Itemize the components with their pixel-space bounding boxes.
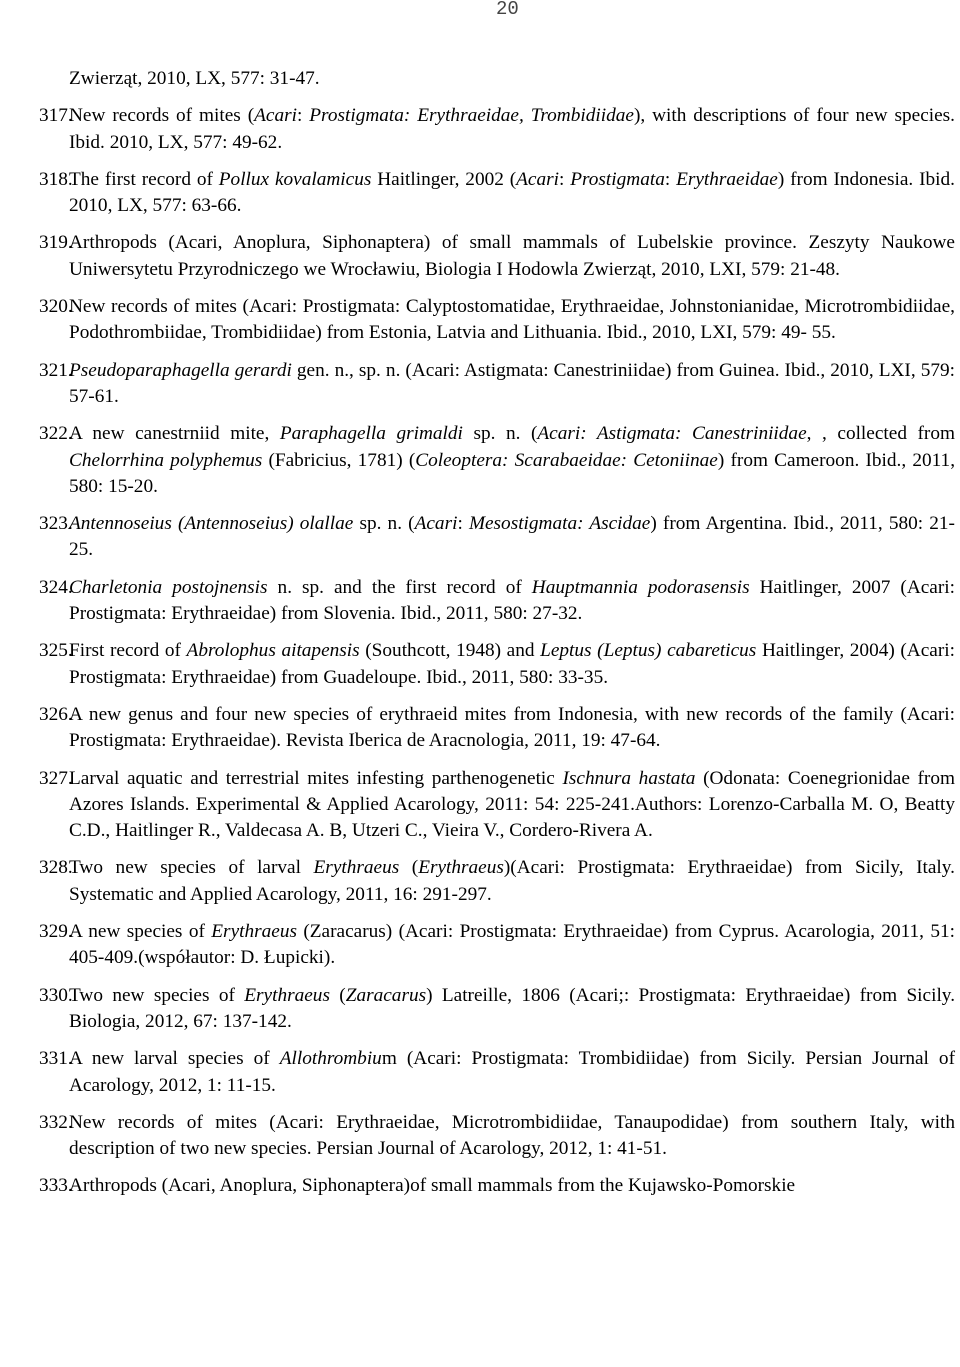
reference-text: Arthropods (Acari, Anoplura, Siphonaptera)of small mammals from the Kujawsko-Pomorskie (69, 1175, 796, 1197)
reference-text: New records of mites ( (69, 105, 255, 127)
reference-text: : (664, 168, 677, 190)
reference-number: 329. (39, 921, 73, 943)
reference-number: 317. (39, 105, 73, 127)
reference-italic-text: Charletonia postojnensis (69, 576, 268, 598)
reference-text: ) from Indonesia. Ibid. 2010, LX, 577: 63-66. (69, 168, 955, 217)
reference-italic-text: Acari (254, 105, 297, 127)
reference-text: New records of mites (Acari: Erythraeidae, Microtrombidiidae, Tanaupodidae) from southern Italy, with description of two new species. Persian Journal of Acarology, 2012, 1: 41-51. (69, 1111, 955, 1160)
reference-italic-text: Prostigmata: Erythraeidae, Trombidiidae (309, 105, 634, 127)
reference-entry (39, 983, 955, 1036)
reference-entry (39, 358, 955, 411)
reference-number: 325. (39, 640, 73, 662)
reference-italic-text: Coleoptera: Scarabaeidae: Cetoniinae (415, 449, 718, 471)
reference-text: ), with descriptions of four new species. Ibid. 2010, LX, 577: 49-62. (69, 105, 956, 153)
reference-italic-text: Erythraeus (211, 921, 297, 943)
reference-text: )(Acari: Prostigmata: Erythraeidae) from Sicily, Italy. Systematic and Applied Acarology, 2011, 16: 291-297. (69, 857, 955, 905)
reference-italic-text: Abrolophus aitapensis (186, 640, 360, 662)
reference-text: First record of (69, 640, 187, 662)
reference-italic-text: Pseudoparaphagella gerardi (69, 359, 292, 381)
reference-italic-text: Erythraeus (313, 857, 400, 879)
reference-italic-text: Pollux kovalamicus (218, 168, 372, 190)
reference-italic-text: Antennoseius (Antennoseius) olallae (69, 513, 354, 535)
reference-italic-text: Acari (414, 513, 458, 535)
reference-entry (39, 766, 955, 845)
reference-entry (39, 421, 955, 500)
reference-text: A new canestrniid mite, (69, 423, 280, 445)
page-number: 20 (496, 0, 519, 20)
reference-text: gen. n., sp. n. (Acari: Astigmata: Canestriniidae) from Guinea. Ibid., 2010, LXI, 579: 57-61. (69, 359, 955, 407)
reference-number: 328. (39, 857, 73, 879)
reference-number: 327. (39, 767, 73, 789)
reference-italic-text: Acari: Astigmata: Canestriniidae (537, 423, 807, 445)
reference-entry (39, 66, 955, 92)
reference-text: ( (329, 984, 346, 1006)
reference-italic-text: Erythraeus (418, 857, 504, 879)
reference-text: A new genus and four new species of erythraeid mites from Indonesia, with new records of the family (Acari: Prostigmata: Erythraeidae). Revista Iberica de Aracnologia, 2011, 19: 47-64. (69, 703, 955, 752)
reference-italic-text: Hauptmannia podorasensis (531, 576, 750, 598)
reference-number: 326. (39, 703, 73, 725)
reference-entry (39, 294, 955, 347)
reference-entry (39, 1110, 955, 1163)
reference-text: Two new species of larval (69, 857, 314, 879)
reference-number: 324. (39, 576, 73, 598)
reference-number: 318. (39, 168, 73, 190)
reference-text: A new larval species of (69, 1048, 280, 1070)
reference-italic-text: Erythraeidae (676, 168, 778, 190)
reference-italic-text: Ischnura hastata (562, 767, 696, 789)
reference-text: , , collected from (806, 423, 955, 445)
reference-text: : (457, 513, 469, 535)
reference-text: Two new species of (69, 984, 245, 1006)
reference-number: 332. (39, 1111, 73, 1133)
reference-entry (39, 638, 955, 691)
reference-text: (Fabricius, 1781) ( (262, 449, 416, 471)
reference-text: A new species of (69, 921, 212, 943)
reference-entry (39, 855, 955, 908)
reference-italic-text: Leptus (Leptus) cabareticus (540, 640, 757, 662)
reference-entry (39, 103, 955, 156)
reference-text: Larval aquatic and terrestrial mites infesting parthenogenetic (69, 767, 563, 789)
reference-text: sp. n. ( (462, 423, 538, 445)
reference-italic-text: Mesostigmata: Ascidae (468, 513, 651, 535)
reference-number: 320. (39, 296, 73, 318)
reference-number: 319. (39, 232, 73, 254)
reference-entry (39, 702, 955, 755)
reference-text: Haitlinger, 2007 (Acari: Prostigmata: Erythraeidae) from Slovenia. Ibid., 2011, 580: 27-32. (69, 576, 956, 625)
reference-text: Arthropods (Acari, Anoplura, Siphonaptera) of small mammals of Lubelskie province. Zeszyty Naukowe Uniwersytetu Przyrodniczego we Wrocławiu, Biologia I Hodowla Zwierząt, 2010, LXI, 579: 21-48. (69, 232, 955, 280)
reference-entry (39, 1173, 955, 1199)
reference-italic-text: Paraphagella grimaldi (279, 423, 463, 445)
reference-entry (39, 919, 955, 972)
reference-entry (39, 575, 955, 628)
reference-entry (39, 1046, 955, 1099)
reference-list (39, 66, 955, 1200)
reference-italic-text: Acari (516, 168, 559, 190)
reference-italic-text: Zaracarus (345, 984, 427, 1006)
reference-italic-text: Erythraeus (244, 984, 330, 1006)
reference-text: New records of mites (Acari: Prostigmata: Calyptostomatidae, Erythraeidae, Johnstonianidae, Microtrombidiidae, Podothrombiidae, Trombidiidae) from Estonia, Latvia and Lithuania. Ibid., 2010, LXI, 579: 49- 55. (69, 296, 955, 344)
reference-text: (Zaracarus) (Acari: Prostigmata: Erythraeidae) from Cyprus. Acarologia, 2011, 51: 405-409.(współautor: D. Łupicki). (69, 921, 955, 969)
reference-number: 333. (39, 1175, 73, 1197)
reference-text: : (559, 168, 571, 190)
reference-italic-text: Chelorrhina polyphemus (69, 449, 263, 471)
reference-entry (39, 230, 955, 283)
reference-number: 331. (39, 1048, 73, 1070)
reference-text: Haitlinger, 2004) (Acari: Prostigmata: Erythraeidae) from Guadeloupe. Ibid., 2011, 580: 33-35. (69, 640, 955, 688)
reference-text: ) from Argentina. Ibid., 2011, 580: 21-25. (69, 513, 955, 561)
reference-text: n. sp. and the first record of (267, 576, 532, 598)
reference-text: : (296, 105, 310, 127)
reference-text: (Southcott, 1948) and (359, 640, 541, 662)
reference-number: 321. (39, 359, 73, 381)
reference-entry (39, 167, 955, 220)
reference-number: 330. (39, 984, 73, 1006)
reference-text: Haitlinger, 2002 ( (371, 168, 517, 190)
reference-italic-text: Prostigmata (570, 168, 665, 190)
reference-entry (39, 511, 955, 564)
reference-text: sp. n. ( (353, 513, 415, 535)
reference-number: 322. (39, 423, 73, 445)
reference-text: ) from Cameroon. Ibid., 2011, 580: 15-20. (69, 449, 956, 497)
reference-text: Zwierząt, 2010, LX, 577: 31-47. (69, 68, 320, 89)
reference-text: (Odonata: Coenegrionidae from Azores Islands. Experimental & Applied Acarology, 2011: 54: 225-241.Authors: Lorenzo-Carballa M. O, Beatty C.D., Haitlinger R., Valdecasa A. B, Utzeri C., Vieira V., Cordero-Rivera A. (69, 767, 955, 842)
reference-number: 323. (39, 513, 73, 535)
reference-text: ) Latreille, 1806 (Acari;: Prostigmata: Erythraeidae) from Sicily. Biologia, 2012, 67: 137-142. (69, 984, 956, 1032)
reference-text: ( (399, 857, 419, 879)
reference-text: The first record of (69, 168, 219, 190)
reference-italic-text: Allothrombiu (279, 1048, 382, 1070)
reference-text: m (Acari: Prostigmata: Trombidiidae) from Sicily. Persian Journal of Acarology, 2012, 1: 11-15. (69, 1048, 955, 1096)
